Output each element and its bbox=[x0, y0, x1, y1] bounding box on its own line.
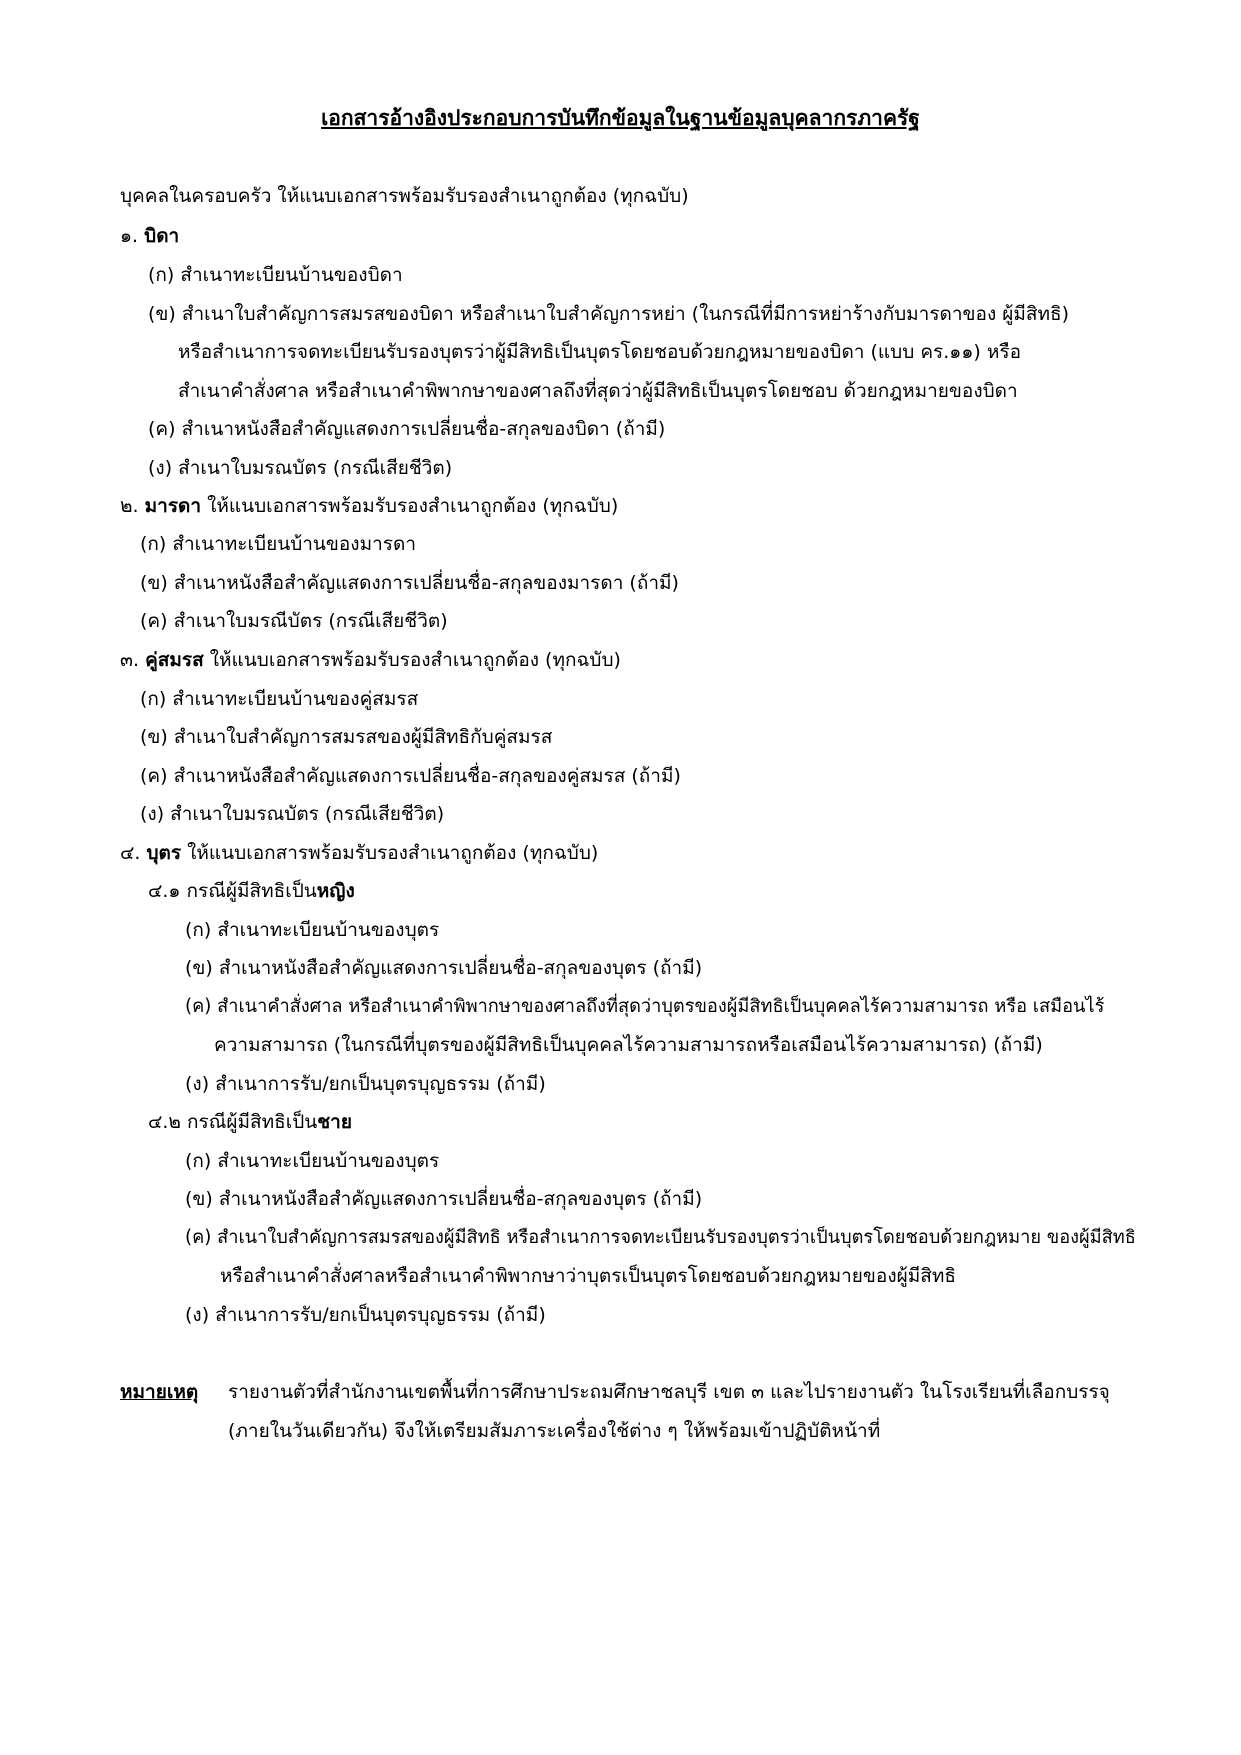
subsection-female-heading bbox=[148, 878, 355, 904]
list-item: (ข) สำเนาใบสำคัญการสมรสของผู้มีสิทธิกับคู่สมรส bbox=[140, 726, 553, 748]
subsection-male-heading bbox=[148, 1109, 352, 1135]
list-item: (ค) สำเนาใบสำคัญการสมรสของผู้มีสิทธิ หรือสำเนาการจดทะเบียนรับรองบุตรว่าเป็นบุตรโดยชอบด้วยกฎหมาย ของผู้มีสิทธิ bbox=[185, 1227, 1136, 1248]
section-number: ๒. bbox=[120, 495, 139, 517]
subsection-prefix: ๔.๒ กรณีผู้มีสิทธิเป็น bbox=[148, 1111, 318, 1133]
list-item: (ก) สำเนาทะเบียนบ้านของมารดา bbox=[140, 533, 416, 555]
note-label bbox=[120, 1379, 198, 1405]
note-line-1: รายงานตัวที่สำนักงานเขตพื้นที่การศึกษาประถมศึกษาชลบุรี เขต ๓ และไปรายงานตัว ในโรงเรียนที่เลือกบรรจุ bbox=[228, 1381, 1110, 1403]
list-item-continuation: หรือสำเนาคำสั่งศาลหรือสำเนาคำพิพากษาว่าบุตรเป็นบุตรโดยชอบด้วยกฎหมายของผู้มีสิทธิ bbox=[220, 1265, 956, 1287]
list-item: (ง) สำเนาการรับ/ยกเป็นบุตรบุญธรรม (ถ้ามี) bbox=[185, 1304, 546, 1326]
section-spouse-heading bbox=[120, 647, 621, 673]
section-title: คู่สมรส bbox=[145, 649, 204, 671]
section-title: บิดา bbox=[144, 225, 180, 247]
section-number: ๔. bbox=[120, 842, 141, 864]
list-item-continuation: หรือสำเนาการจดทะเบียนรับรองบุตรว่าผู้มีสิทธิเป็นบุตรโดยชอบด้วยกฎหมายของบิดา (แบบ คร.๑๑) หรือ bbox=[178, 341, 1022, 363]
section-mother-heading bbox=[120, 493, 618, 519]
section-instruction: ให้แนบเอกสารพร้อมรับรองสำเนาถูกต้อง (ทุกฉบับ) bbox=[201, 495, 619, 517]
subsection-keyword: ชาย bbox=[317, 1111, 352, 1133]
note-label-text: หมายเหตุ bbox=[120, 1381, 199, 1403]
section-instruction: ให้แนบเอกสารพร้อมรับรองสำเนาถูกต้อง (ทุกฉบับ) bbox=[181, 842, 599, 864]
section-number: ๓. bbox=[120, 649, 140, 671]
list-item: (ง) สำเนาการรับ/ยกเป็นบุตรบุญธรรม (ถ้ามี) bbox=[185, 1073, 546, 1095]
subsection-keyword: หญิง bbox=[316, 880, 355, 902]
section-title: บุตร bbox=[146, 842, 182, 864]
list-item: (ก) สำเนาทะเบียนบ้านของบุตร bbox=[185, 919, 440, 941]
list-item: (ง) สำเนาใบมรณบัตร (กรณีเสียชีวิต) bbox=[148, 457, 453, 479]
list-item: (ค) สำเนาใบมรณีบัตร (กรณีเสียชีวิต) bbox=[140, 610, 448, 632]
note-line-2: (ภายในวันเดียวกัน) จึงให้เตรียมสัมภาระเครื่องใช้ต่าง ๆ ให้พร้อมเข้าปฏิบัติหน้าที่ bbox=[228, 1420, 881, 1442]
section-child-heading bbox=[120, 840, 598, 866]
list-item-continuation: ความสามารถ (ในกรณีที่บุตรของผู้มีสิทธิเป็นบุคคลไร้ความสามารถหรือเสมือนไร้ความสามารถ) (ถ้ามี) bbox=[214, 1034, 1043, 1056]
section-title: มารดา bbox=[144, 495, 202, 517]
list-item: (ค) สำเนาคำสั่งศาล หรือสำเนาคำพิพากษาของศาลถึงที่สุดว่าบุตรของผู้มีสิทธิเป็นบุคคลไร้ความสามารถ หรือ เสมือนไร้ bbox=[185, 996, 1105, 1017]
list-item: (ก) สำเนาทะเบียนบ้านของบุตร bbox=[185, 1150, 440, 1172]
list-item: (ข) สำเนาหนังสือสำคัญแสดงการเปลี่ยนชื่อ-สกุลของบุตร (ถ้ามี) bbox=[185, 1188, 703, 1210]
list-item: (ค) สำเนาหนังสือสำคัญแสดงการเปลี่ยนชื่อ-สกุลของบิดา (ถ้ามี) bbox=[148, 418, 666, 440]
intro-text: บุคคลในครอบครัว ให้แนบเอกสารพร้อมรับรองสำเนาถูกต้อง (ทุกฉบับ) bbox=[120, 185, 689, 207]
list-item-continuation: สำเนาคำสั่งศาล หรือสำเนาคำพิพากษาของศาลถึงที่สุดว่าผู้มีสิทธิเป็นบุตรโดยชอบ ด้วยกฎหมายของบิดา bbox=[178, 380, 1018, 402]
section-father-heading bbox=[120, 223, 179, 249]
list-item: (ก) สำเนาทะเบียนบ้านของคู่สมรส bbox=[140, 688, 419, 710]
list-item: (ก) สำเนาทะเบียนบ้านของบิดา bbox=[148, 264, 403, 286]
list-item: (ค) สำเนาหนังสือสำคัญแสดงการเปลี่ยนชื่อ-สกุลของคู่สมรส (ถ้ามี) bbox=[140, 765, 681, 787]
subsection-prefix: ๔.๑ กรณีผู้มีสิทธิเป็น bbox=[148, 880, 317, 902]
section-number: ๑. bbox=[120, 225, 139, 247]
document-title: เอกสารอ้างอิงประกอบการบันทึกข้อมูลในฐานข้อมูลบุคลากรภาครัฐ bbox=[321, 106, 920, 130]
list-item: (ข) สำเนาใบสำคัญการสมรสของบิดา หรือสำเนาใบสำคัญการหย่า (ในกรณีที่มีการหย่าร้างกับมารดาของ ผู้มีสิทธิ) bbox=[148, 303, 1070, 325]
list-item: (ข) สำเนาหนังสือสำคัญแสดงการเปลี่ยนชื่อ-สกุลของบุตร (ถ้ามี) bbox=[185, 957, 703, 979]
list-item: (ข) สำเนาหนังสือสำคัญแสดงการเปลี่ยนชื่อ-สกุลของมารดา (ถ้ามี) bbox=[140, 572, 679, 594]
list-item: (ง) สำเนาใบมรณบัตร (กรณีเสียชีวิต) bbox=[140, 803, 445, 825]
section-instruction: ให้แนบเอกสารพร้อมรับรองสำเนาถูกต้อง (ทุกฉบับ) bbox=[203, 649, 621, 671]
